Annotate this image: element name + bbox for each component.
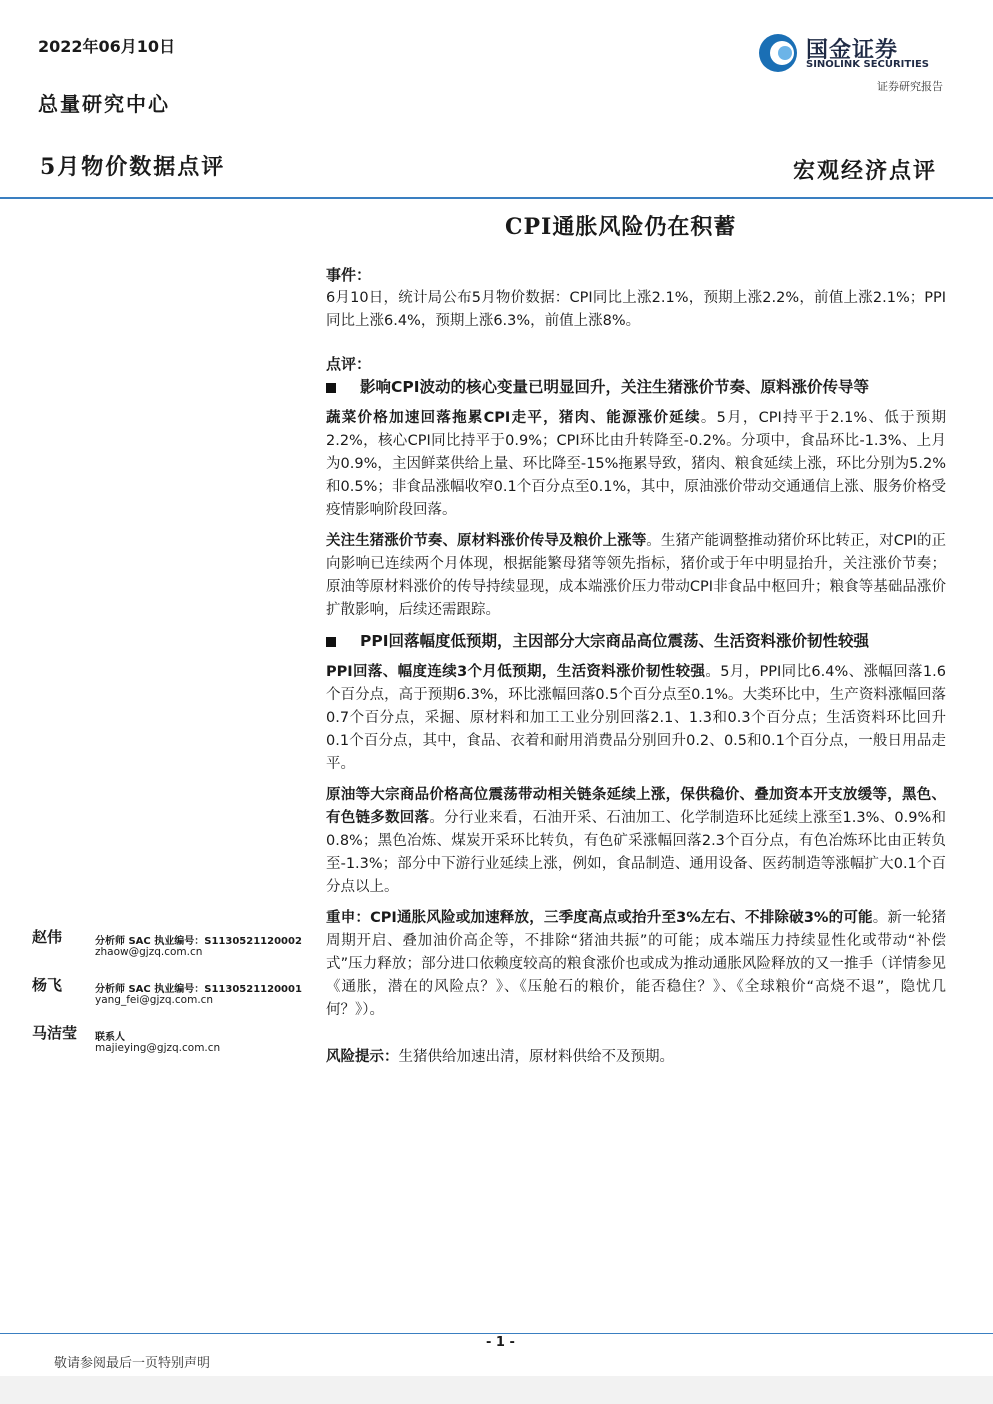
- square-bullet-icon: [326, 383, 336, 393]
- report-date: 2022年06月10日: [38, 37, 176, 56]
- square-bullet-icon: [326, 637, 336, 647]
- paragraph-text: 。分行业来看，石油开采、石油加工、化学制造环比延续上涨至1.3%、0.9%和0.8%；黑色冶炼、煤炭开采环比转负，有色矿采涨幅回落2.3个百分点，有色冶炼环比由正转负至-1.3%；部分中下游行业延续上涨，例如，食品制造、通用设备、医药制造等涨幅扩大0.1个百分点以上。: [326, 810, 946, 895]
- event-label: 事件：: [326, 266, 372, 284]
- paragraph-text: 。5月，CPI持平于2.1%、低于预期2.2%，核心CPI同比持平于0.9%；CPI环比由升转降至-0.2%。分项中，食品环比-1.3%、上月为0.9%，主因鲜菜供给上量、环比降至-15%拖累导致，猪肉、粮食延续上涨，环比分别为5.2%和0.5%；非食品涨幅收窄0.1个百分点至0.1%，其中，原油涨价带动交通通信上涨、服务价格受疫情影响阶段回落。: [326, 410, 946, 518]
- author-email: yang_fei@gjzq.com.cn: [95, 994, 214, 1006]
- report-category: 宏观经济点评: [792, 158, 937, 184]
- bullet-heading-cpi: [326, 376, 946, 399]
- bullet-heading-text: PPI回落幅度低预期，主因部分大宗商品高位震荡、生活资料涨价韧性较强: [360, 632, 869, 650]
- paragraph-price-drivers: [326, 530, 946, 622]
- paragraph-lead: 重申：CPI通胀风险或加速释放，三季度高点或抬升至3%左右、不排除破3%的可能: [326, 910, 873, 926]
- risk-warning: [326, 1046, 946, 1069]
- author-role: 分析师 SAC 执业编号：S1130521120002: [95, 936, 302, 947]
- company-logo: [756, 32, 944, 74]
- author-list: [32, 926, 322, 1070]
- bullet-heading-text: 影响CPI波动的核心变量已明显回升，关注生猪涨价节奏、原料涨价传导等: [360, 378, 870, 396]
- bullet-heading-ppi: [326, 630, 946, 653]
- author-role: 联系人: [95, 1032, 125, 1043]
- document-title: 5月物价数据点评: [40, 154, 226, 180]
- paragraph-reiteration: [326, 907, 946, 1022]
- report-headline: CPI通胀风险仍在积蓄: [505, 214, 737, 240]
- header-divider: [0, 197, 993, 199]
- author-name: 马洁莹: [32, 1024, 78, 1042]
- author-role: 分析师 SAC 执业编号：S1130521120001: [95, 984, 302, 995]
- author-entry: [32, 1022, 322, 1070]
- footer-divider: [0, 1333, 993, 1334]
- author-entry: [32, 926, 322, 974]
- author-entry: [32, 974, 322, 1022]
- risk-label: 风险提示：: [326, 1049, 399, 1065]
- footer-band: [0, 1376, 993, 1404]
- paragraph-lead: 关注生猪涨价节奏、原材料涨价传导及粮价上涨等: [326, 533, 647, 549]
- paragraph-lead: PPI回落、幅度连续3个月低预期，生活资料涨价韧性较强: [326, 664, 706, 680]
- logo-mark-icon: [756, 32, 800, 74]
- report-type-label: 证券研究报告: [877, 80, 943, 93]
- report-body: [326, 264, 946, 1069]
- author-name: 杨飞: [32, 976, 63, 994]
- page-number: - 1 -: [486, 1335, 515, 1350]
- paragraph-text: 。生猪产能调整推动猪价环比转正，对CPI的正向影响已连续两个月体现，根据能繁母猪等领先指标，猪价或于年中明显抬升，关注涨价节奏；原油等原材料涨价的传导持续显现，成本端涨价压力带动CPI非食品中枢回升；粮食等基础品涨价扩散影响，后续还需跟踪。: [326, 533, 946, 618]
- paragraph-lead: 蔬菜价格加速回落拖累CPI走平，猪肉、能源涨价延续: [326, 410, 701, 426]
- logo-english-name: SINOLINK SECURITIES: [806, 59, 929, 70]
- author-email: majieying@gjzq.com.cn: [95, 1042, 221, 1054]
- paragraph-text: 。新一轮猪周期开启、叠加油价高企等，不排除“猪油共振”的可能；成本端压力持续显性化或带动“补偿式”压力释放；部分进口依赖度较高的粮食涨价也或成为推动通胀风险释放的又一推手（详情参见《通胀，潜在的风险点？》、《压舱石的粮价，能否稳住？》、《全球粮价“高烧不退”，隐忧几何？》）。: [326, 910, 946, 1018]
- author-name: 赵伟: [32, 928, 63, 946]
- paragraph-lead: 原油等大宗商品价格高位震荡带动相关链条延续上涨，保供稳价、叠加资本开支放缓等，黑色、有色链多数回落: [326, 787, 946, 826]
- comment-label: 点评：: [326, 355, 372, 373]
- disclaimer-note: 敬请参阅最后一页特别声明: [54, 1356, 211, 1371]
- paragraph-ppi-summary: [326, 661, 946, 776]
- paragraph-commodities: [326, 784, 946, 899]
- event-text: 6月10日，统计局公布5月物价数据：CPI同比上涨2.1%，预期上涨2.2%，前值上涨2.1%；PPI同比上涨6.4%，预期上涨6.3%，前值上涨8%。: [326, 290, 946, 329]
- logo-chinese-name: 国金证券: [806, 38, 899, 63]
- research-center: 总量研究中心: [38, 92, 170, 116]
- risk-text: 生猪供给加速出清，原材料供给不及预期。: [398, 1049, 674, 1065]
- paragraph-text: 。5月，PPI同比6.4%、涨幅回落1.6个百分点，高于预期6.3%，环比涨幅回落0.5个百分点至0.1%。大类环比中，生产资料涨幅回落0.7个百分点，采掘、原材料和加工工业分别回落2.1、1.3和0.3个百分点；生活资料环比回升0.1个百分点，其中，食品、衣着和耐用消费品分别回升0.2、0.5和0.1个百分点，一般日用品走平。: [326, 664, 946, 772]
- paragraph-cpi-summary: [326, 407, 946, 522]
- author-email: zhaow@gjzq.com.cn: [95, 946, 203, 958]
